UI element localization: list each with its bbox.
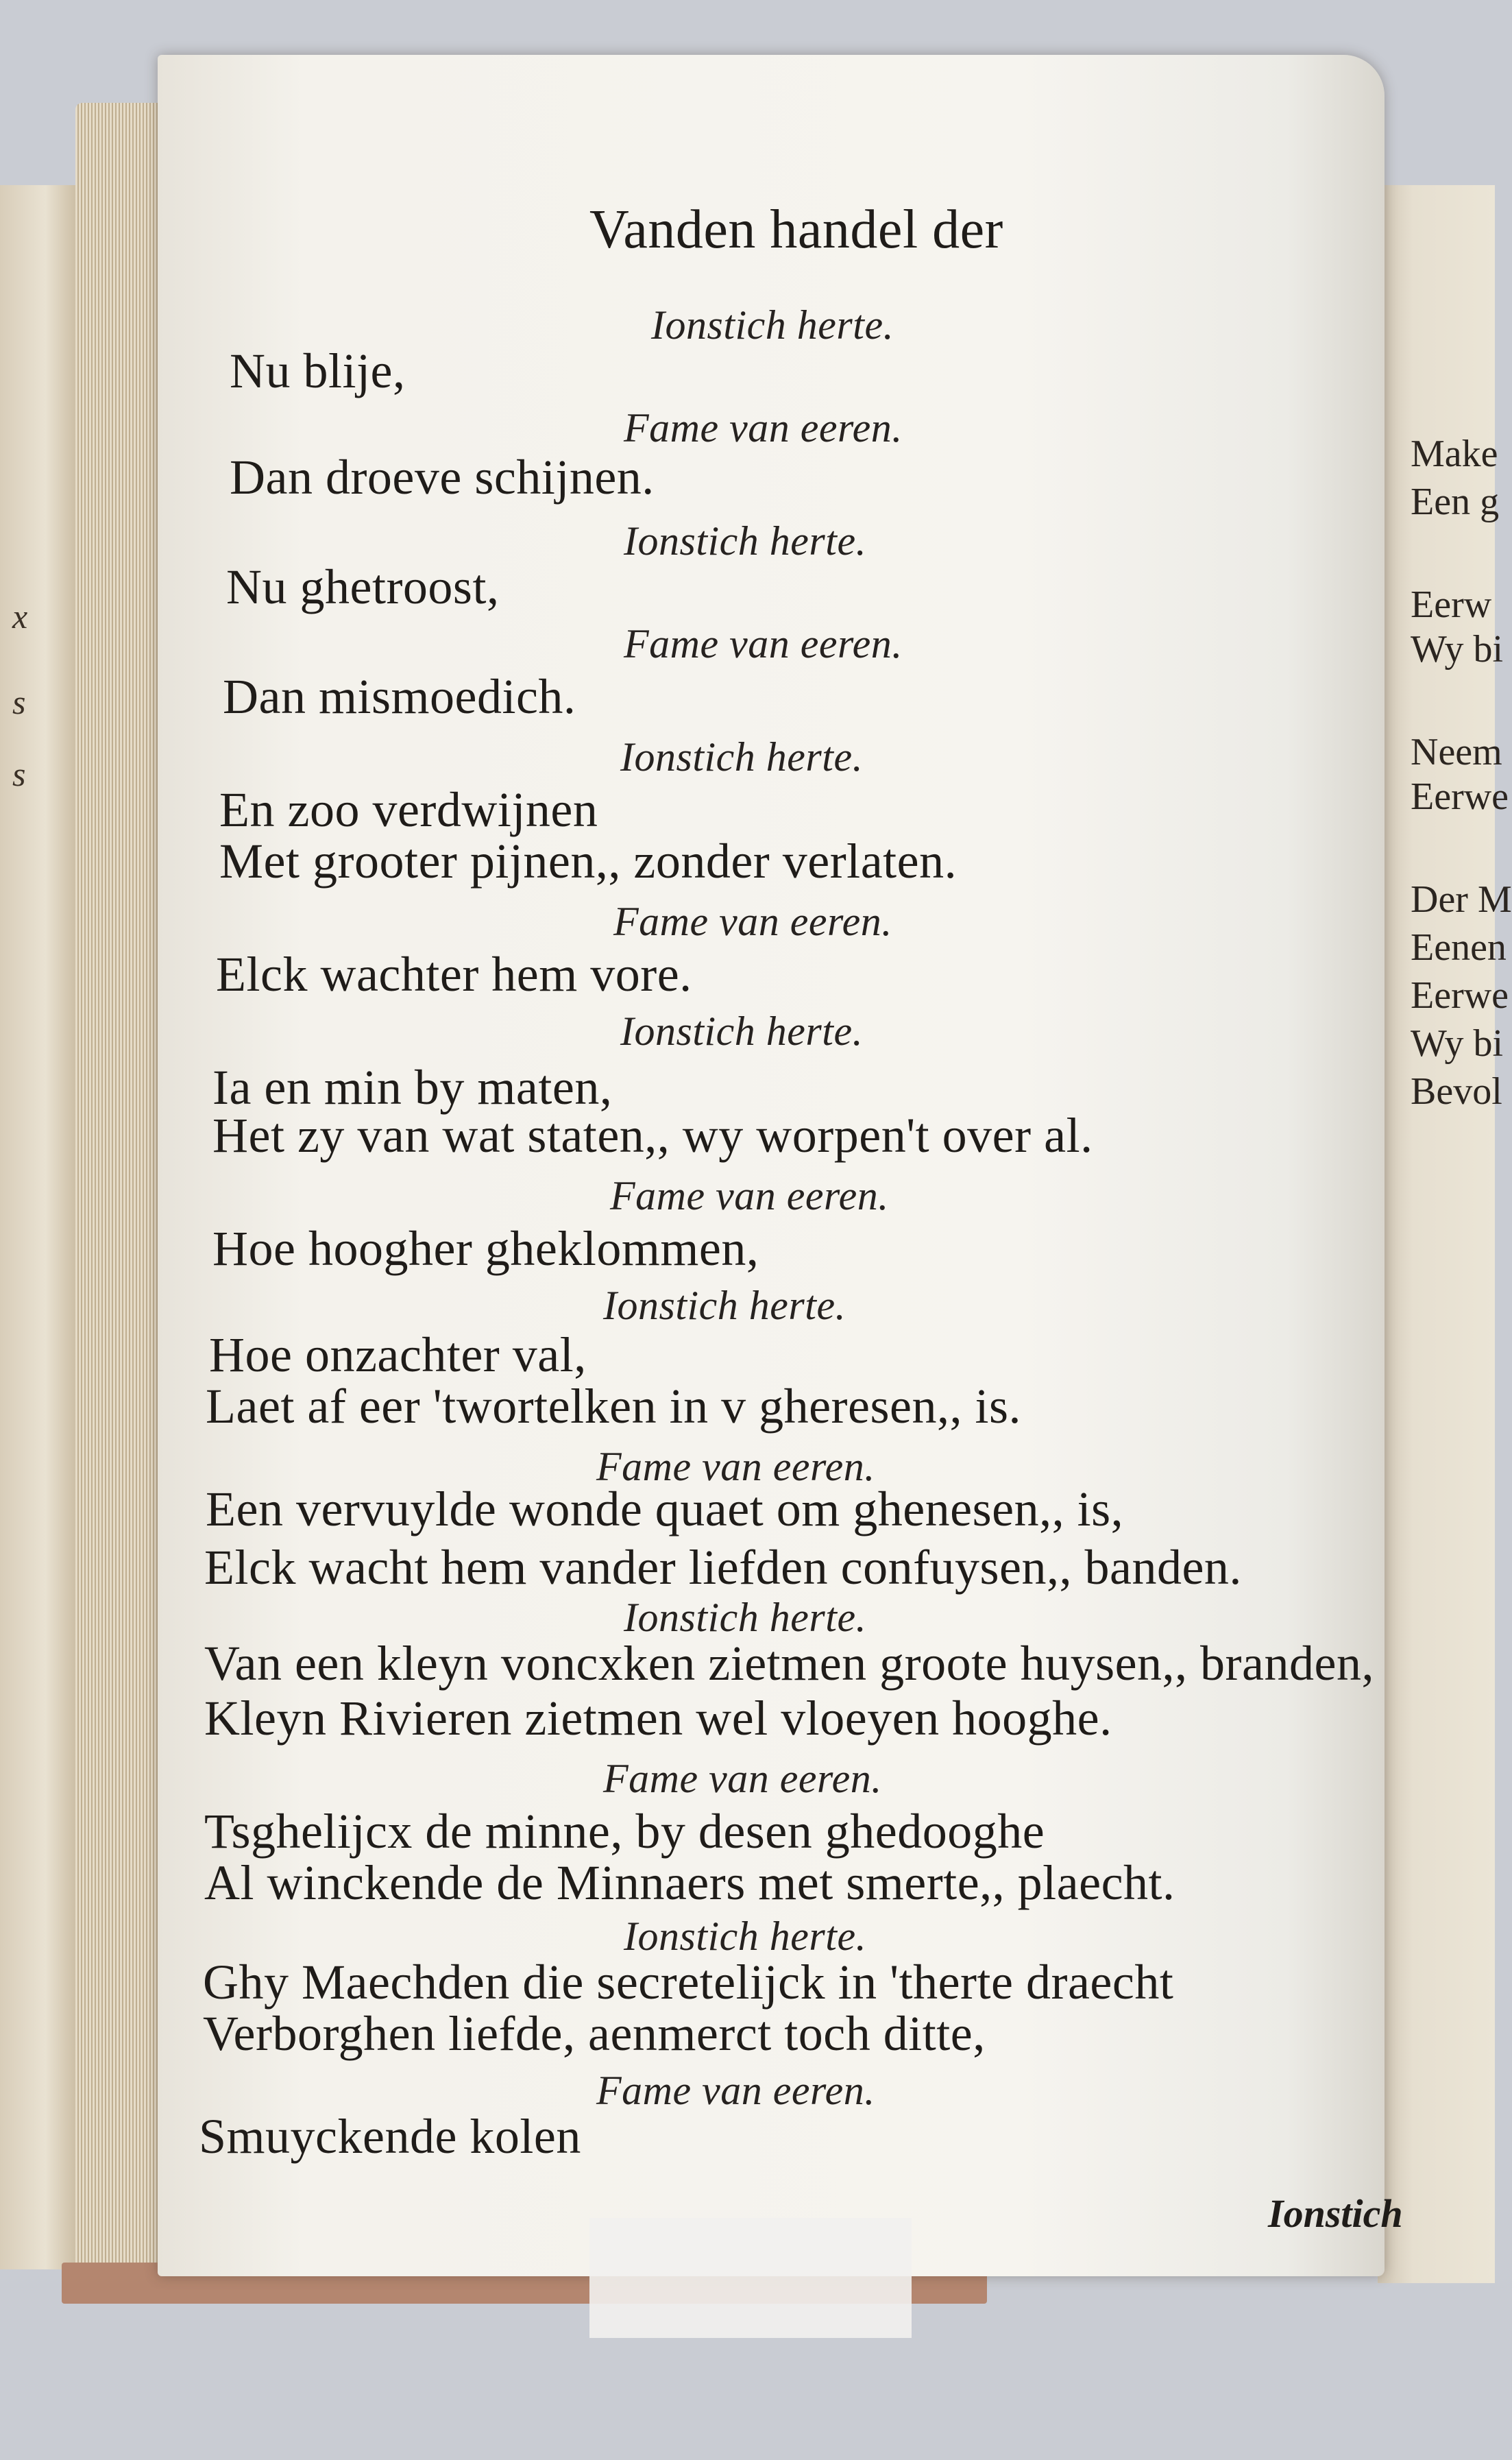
speaker-label: Ionstich herte. xyxy=(624,1595,867,1640)
speaker-label: Fame van eeren. xyxy=(610,1173,889,1218)
verse-line: Ghy Maechden die secretelijck in 'therte draecht xyxy=(203,1955,1174,2010)
right-page-fragment: Eerwe xyxy=(1411,974,1509,1017)
speaker-label: Fame van eeren. xyxy=(613,899,892,944)
speaker-label: Ionstich herte. xyxy=(620,1009,864,1054)
right-page-fragment: Neem xyxy=(1411,731,1502,773)
right-page-fragment: Wy bi xyxy=(1411,628,1504,671)
speaker-label: Ionstich herte. xyxy=(624,518,867,564)
verse-line: Kleyn Rivieren zietmen wel vloeyen hooghe. xyxy=(204,1691,1112,1746)
verse-line: Met grooter pijnen,, zonder verlaten. xyxy=(219,834,958,889)
verse-line: Tsghelijcx de minne, by desen ghedooghe xyxy=(204,1804,1045,1859)
verse-line: Nu blije, xyxy=(230,343,406,398)
verse-line: Ia en min by maten, xyxy=(212,1060,613,1115)
verse-line: Verborghen liefde, aenmerct toch ditte, xyxy=(203,2006,986,2061)
verse-line: Nu ghetroost, xyxy=(226,559,500,614)
speaker-label: Ionstich herte. xyxy=(603,1283,846,1328)
running-header: Vanden handel der xyxy=(589,200,1003,260)
margin-mark: s xyxy=(12,755,26,793)
speaker-label: Ionstich herte. xyxy=(620,734,864,780)
verse-line: Dan mismoedich. xyxy=(223,669,576,724)
paper-scrap xyxy=(589,2218,912,2338)
verse-line: Van een kleyn voncxken zietmen groote huysen,, branden, xyxy=(204,1636,1374,1691)
right-page-fragment: Bevol xyxy=(1411,1070,1502,1113)
speaker-label: Fame van eeren. xyxy=(624,621,903,666)
speaker-label: Fame van eeren. xyxy=(596,2068,875,2113)
verse-line: Hoe onzachter val, xyxy=(209,1327,587,1382)
speaker-label: Fame van eeren. xyxy=(603,1756,882,1801)
verse-line: Smuyckende kolen xyxy=(199,2109,581,2164)
speaker-label: Fame van eeren. xyxy=(624,405,903,450)
page-edges xyxy=(75,103,161,2290)
speaker-label: Ionstich herte. xyxy=(624,1914,867,1959)
right-page-fragment: Make xyxy=(1411,433,1498,475)
left-page-edge xyxy=(0,185,77,2269)
right-page-fragment: Eerw xyxy=(1411,583,1492,626)
right-page-fragment: Der M xyxy=(1411,878,1512,921)
verse-line: Laet af eer 'twortelken in v gheresen,, is. xyxy=(206,1379,1021,1434)
margin-mark: x xyxy=(12,597,28,636)
verse-line: Het zy van wat staten,, wy worpen't over al. xyxy=(212,1108,1093,1163)
verse-line: Elck wacht hem vander liefden confuysen,, banden. xyxy=(204,1540,1242,1595)
speaker-label: Ionstich herte. xyxy=(651,302,894,348)
verse-line: Dan droeve schijnen. xyxy=(230,450,655,505)
catchword: Ionstich xyxy=(1268,2191,1403,2236)
verse-line: Al winckende de Minnaers met smerte,, plaecht. xyxy=(204,1855,1175,1910)
right-page-fragment: Wy bi xyxy=(1411,1022,1504,1065)
verse-line: Elck wachter hem vore. xyxy=(216,947,692,1002)
verse-line: En zoo verdwijnen xyxy=(219,782,598,837)
verse-line: Een vervuylde wonde quaet om ghenesen,, is, xyxy=(206,1482,1124,1536)
right-page-fragment: Eenen xyxy=(1411,926,1507,969)
verse-line: Hoe hoogher gheklommen, xyxy=(212,1221,759,1276)
right-page-fragment: Een g xyxy=(1411,481,1500,523)
margin-mark: s xyxy=(12,683,26,721)
speaker-label: Fame van eeren. xyxy=(596,1444,875,1489)
right-page-fragment: Eerwe xyxy=(1411,775,1509,818)
